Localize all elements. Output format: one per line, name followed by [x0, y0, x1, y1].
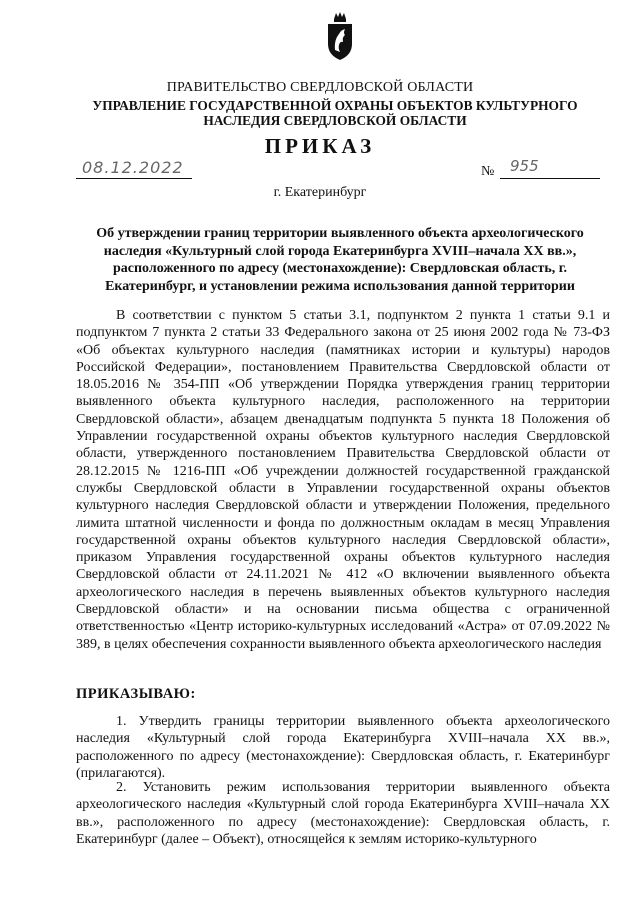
- order-date: 08.12.2022: [82, 158, 184, 177]
- city: г. Екатеринбург: [273, 185, 367, 200]
- order-item-2: 2. Установить режим использования территории выявленного объекта археологического наследия «Культурный слой города Екатеринбурга XVIII–начала XX вв.», расположенного по адресу (местонахождение): Свердловская область, г. Екатеринбург (далее – Объект), относящейся к землям историко-культурного: [76, 780, 610, 847]
- government-name: ПРАВИТЕЛЬСТВО СВЕРДЛОВСКОЙ ОБЛАСТИ: [166, 80, 474, 95]
- orders-heading: ПРИКАЗЫВАЮ:: [76, 686, 196, 702]
- document-type: ПРИКАЗ: [264, 134, 376, 158]
- coat-of-arms-icon: [325, 10, 355, 62]
- order-number: 955: [510, 157, 539, 175]
- department-name: УПРАВЛЕНИЕ ГОСУДАРСТВЕННОЙ ОХРАНЫ ОБЪЕКТОВ КУЛЬТУРНОГО НАСЛЕДИЯ СВЕРДЛОВСКОЙ ОБЛАСТИ: [92, 98, 578, 128]
- preamble-paragraph: В соответствии с пунктом 5 статьи 3.1, подпунктом 2 пункта 1 статьи 9.1 и подпунктом 7 пункта 2 статьи 33 Федерального закона от 25 июня 2002 года № 73-ФЗ «Об объектах культурного наследия (памятниках истории и культуры) народов Российской Федерации», постановлением Правительства Свердловской области от 18.05.2016 № 354-ПП «Об утверждении Порядка утверждения границ территории выявленного объекта культурного наследия, расположенного на территории Свердловской области», абзацем двенадцатым подпункта 5 пункта 18 Положения об Управлении государственной охраны объектов культурного наследия Свердловской области, утвержденного постановлением Правительства Свердловской области от 28.12.2015 № 1216-ПП «Об учреждении должностей государственной гражданской службы Свердловской области в Управлении государственной охраны объектов культурного наследия Свердловской области и утверждении Положения, предельного лимита штатной численности и фонда по должностным окладам в месяц Управления государственной охраны объектов культурного наследия Свердловской области», приказом Управления государственной охраны объектов культурного наследия Свердловской области от 24.11.2021 № 412 «О включении выявленного объекта археологического наследия в перечень выявленных объектов культурного наследия Свердловской области» и на основании письма общества с ограниченной ответственностью «Центр историко-культурных исследований «Астра» от 07.09.2022 № 389, в целях обеспечения сохранности выявленного объекта археологического наследия: [76, 308, 610, 652]
- order-subject: Об утверждении границ территории выявленного объекта археологического наследия «Культурный слой города Екатеринбурга XVIII–начала XX вв.», расположенного по адресу (местонахождение): Свердловская область, г. Екатеринбург, и установлении режима использования данной территории: [96, 226, 584, 294]
- order-item-1: 1. Утвердить границы территории выявленного объекта археологического наследия «Культурный слой города Екатеринбурга XVIII–начала XX вв.», расположенного по адресу (местонахождение): Свердловская область, г. Екатеринбург (прилагаются).: [76, 714, 610, 781]
- number-sign: №: [481, 164, 495, 179]
